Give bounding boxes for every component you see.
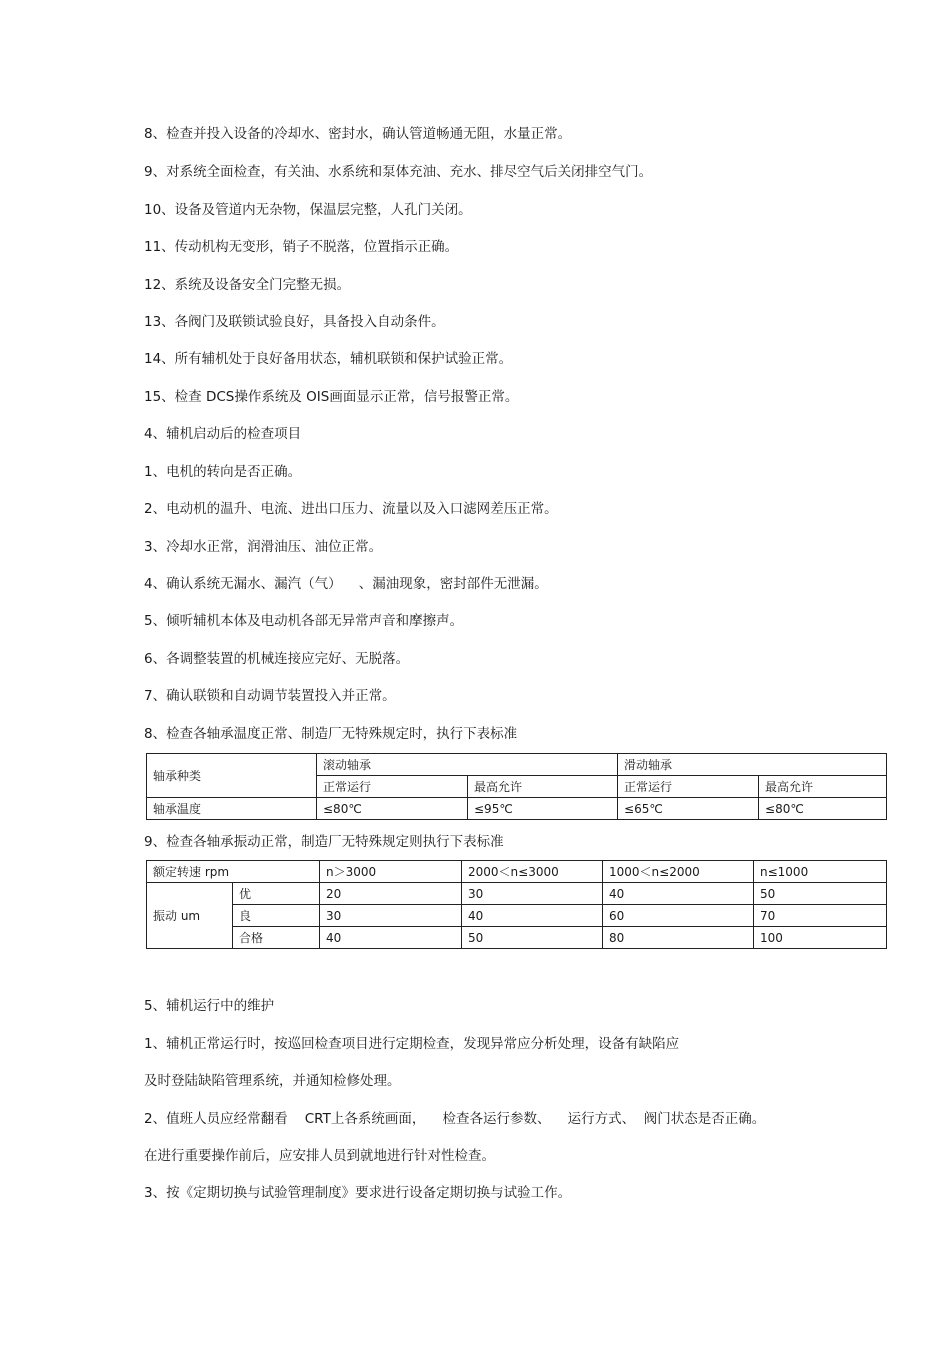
table-cell: 60: [603, 905, 754, 927]
paragraph-line: 3、冷却水正常，润滑油压、油位正常。: [144, 539, 383, 555]
table-cell: 轴承种类: [147, 754, 317, 798]
table-row: [147, 927, 887, 949]
table-cell: 振动 um: [147, 883, 233, 949]
table-cell: 最高允许: [468, 776, 618, 798]
paragraph-line: 4、确认系统无漏水、漏汽（气） 、漏油现象，密封部件无泄漏。: [144, 576, 548, 592]
paragraph-line: 2、电动机的温升、电流、进出口压力、流量以及入口滤网差压正常。: [144, 501, 558, 517]
table-cell: 100: [754, 927, 887, 949]
paragraph-line: 13、各阀门及联锁试验良好，具备投入自动条件。: [144, 314, 445, 330]
table-cell: 50: [754, 883, 887, 905]
table-cell: 40: [320, 927, 462, 949]
table-cell: 良: [233, 905, 320, 927]
table-cell: 滑动轴承: [618, 754, 887, 776]
table-cell: 70: [754, 905, 887, 927]
table-row: [147, 798, 887, 820]
paragraph-line: 5、倾听辅机本体及电动机各部无异常声音和摩擦声。: [144, 613, 464, 629]
table-cell: 1000＜n≤2000: [603, 861, 754, 883]
table-cell: 40: [462, 905, 603, 927]
paragraph-line: 14、所有辅机处于良好备用状态，辅机联锁和保护试验正常。: [144, 351, 513, 367]
paragraph-line: 9、检查各轴承振动正常，制造厂无特殊规定则执行下表标准: [144, 834, 504, 850]
table-cell: 2000＜n≤3000: [462, 861, 603, 883]
table-row: [147, 905, 887, 927]
bearing-temperature-table: [146, 753, 887, 820]
paragraph-line: 11、传动机构无变形，销子不脱落，位置指示正确。: [144, 239, 459, 255]
table-cell: 正常运行: [317, 776, 468, 798]
table-cell: ≤80℃: [317, 798, 468, 820]
paragraph-line: 7、确认联锁和自动调节装置投入并正常。: [144, 688, 396, 704]
table-cell: ≤95℃: [468, 798, 618, 820]
paragraph-line: 15、检查 DCS操作系统及 OIS画面显示正常，信号报警正常。: [144, 389, 519, 405]
section-heading: 5、辅机运行中的维护: [144, 998, 275, 1014]
table-cell: 滚动轴承: [317, 754, 618, 776]
table-cell: 30: [320, 905, 462, 927]
table-row: [147, 861, 887, 883]
section-heading: 4、辅机启动后的检查项目: [144, 426, 302, 442]
table-cell: 合格: [233, 927, 320, 949]
paragraph-line: 8、检查并投入设备的冷却水、密封水，确认管道畅通无阻，水量正常。: [144, 126, 572, 142]
table-cell: n＞3000: [320, 861, 462, 883]
table-row: [147, 754, 887, 776]
paragraph-line: 1、电机的转向是否正确。: [144, 464, 302, 480]
paragraph-line: 2、值班人员应经常翻看 CRT上各系统画面， 检查各运行参数、 运行方式、 阀门状态是否正确。: [144, 1111, 766, 1127]
paragraph-line: 6、各调整装置的机械连接应完好、无脱落。: [144, 651, 410, 667]
table-cell: 最高允许: [759, 776, 887, 798]
table-cell: 30: [462, 883, 603, 905]
table-cell: 额定转速 rpm: [147, 861, 320, 883]
table-cell: 40: [603, 883, 754, 905]
paragraph-line: 10、设备及管道内无杂物，保温层完整，人孔门关闭。: [144, 202, 472, 218]
table-cell: ≤80℃: [759, 798, 887, 820]
table-cell: 优: [233, 883, 320, 905]
table-row: [147, 883, 887, 905]
table-cell: 20: [320, 883, 462, 905]
table-cell: 80: [603, 927, 754, 949]
table-cell: ≤65℃: [618, 798, 759, 820]
paragraph-line: 及时登陆缺陷管理系统，并通知检修处理。: [144, 1073, 401, 1089]
vibration-table: [146, 860, 887, 949]
table-cell: 50: [462, 927, 603, 949]
paragraph-line: 3、按《定期切换与试验管理制度》要求进行设备定期切换与试验工作。: [144, 1185, 572, 1201]
table-cell: 轴承温度: [147, 798, 317, 820]
paragraph-line: 在进行重要操作前后，应安排人员到就地进行针对性检查。: [144, 1148, 495, 1164]
paragraph-line: 9、对系统全面检查，有关油、水系统和泵体充油、充水、排尽空气后关闭排空气门。: [144, 164, 653, 180]
table-cell: n≤1000: [754, 861, 887, 883]
table-cell: 正常运行: [618, 776, 759, 798]
paragraph-line: 1、辅机正常运行时，按巡回检查项目进行定期检查，发现异常应分析处理，设备有缺陷应: [144, 1036, 680, 1052]
paragraph-line: 8、检查各轴承温度正常、制造厂无特殊规定时，执行下表标准: [144, 726, 518, 742]
paragraph-line: 12、系统及设备安全门完整无损。: [144, 277, 351, 293]
